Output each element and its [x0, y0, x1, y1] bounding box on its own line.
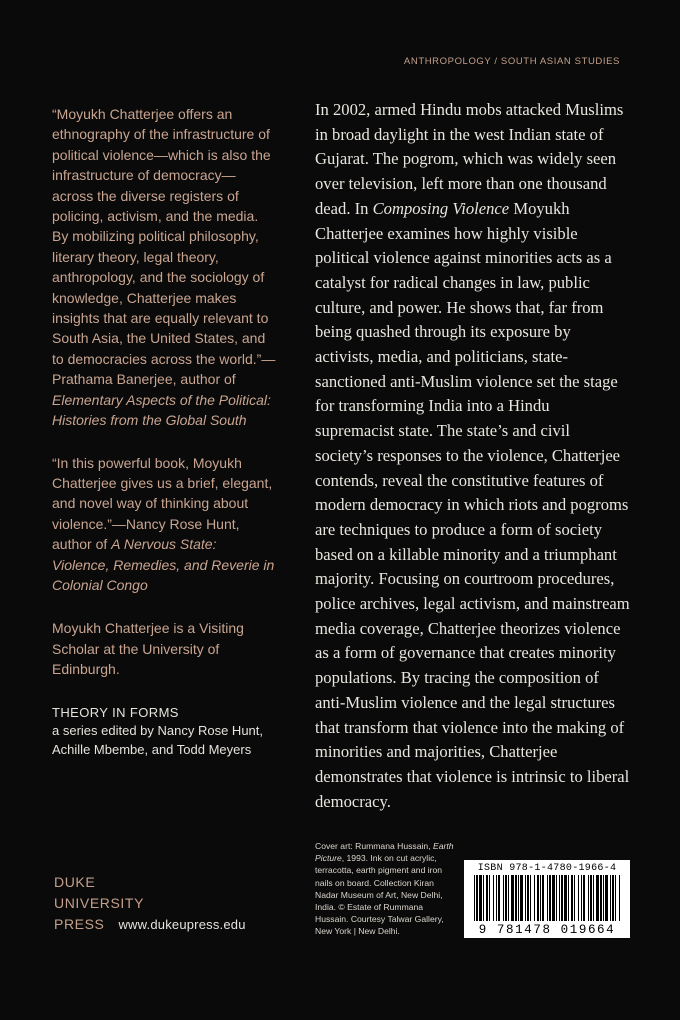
barcode-bar — [568, 875, 569, 921]
barcode-bar — [527, 875, 529, 921]
series-title: THEORY IN FORMS — [52, 704, 179, 720]
barcode-bar — [483, 875, 484, 921]
barcode-bar — [474, 875, 475, 921]
endorsement-2-book: A Nervous State: Violence, Remedies, and Reverie in Colonial Congo — [52, 536, 275, 593]
barcode-bar — [489, 875, 490, 921]
barcode-bar — [596, 875, 599, 921]
barcode-bar — [540, 875, 541, 921]
publisher-logo — [54, 872, 246, 935]
barcode-bar — [612, 875, 614, 921]
credit-details: , 1993. Ink on cut acrylic, terracotta, earth pigment and iron nails on board. Collection Kiran Nadar Museum of Art, New Delhi, India. © Estate of Rummana Hussain. Courtesy Talwar Gallery, New York | New Delhi. — [315, 853, 444, 937]
book-description — [315, 98, 631, 814]
publisher-line-3: PRESS — [54, 916, 105, 932]
barcode-bar — [556, 875, 557, 921]
barcode-bar — [593, 875, 594, 921]
barcode-bar — [610, 875, 611, 921]
barcode-bars — [464, 875, 630, 923]
barcode-bar — [549, 875, 551, 921]
barcode-bar — [571, 875, 573, 921]
barcode-bar — [530, 875, 531, 921]
publisher-line-1: DUKE — [54, 874, 96, 890]
barcode-bar — [578, 875, 579, 921]
barcode-bar — [583, 875, 585, 921]
barcode-bar — [518, 875, 519, 921]
endorsement-1-attribution: —Prathama Banerjee, author of — [52, 350, 276, 388]
barcode-bar — [561, 875, 563, 921]
subject-category: ANTHROPOLOGY / SOUTH ASIAN STUDIES — [403, 56, 620, 67]
barcode-bar — [511, 875, 514, 921]
barcode-bar — [552, 875, 555, 921]
barcode-bar — [493, 875, 494, 921]
endorsement-1 — [52, 104, 276, 431]
barcode-bar — [503, 875, 504, 921]
description-part-2: Moyukh Chatterjee examines how highly visible political violence against minorities acts as a catalyst for radical changes in law, public culture, and power. He shows that, far from being quashed through its exposure by activists, media, and politicians, state-sanctioned anti-Muslim violence set the stage for transforming India into a Hindu supremacist state. The state’s and civil society’s responses to the violence, Chatterjee contends, reveal the constitutive features of modern democracy in which riots and pogroms are techniques to produce a form of society based on a killable minority and a triumphant majority. Focusing on courtroom procedures, police archives, legal activism, and mainstream media coverage, Chatterjee theorizes violence as a form of governance that creates minority populations. By tracing the composition of anti-Muslim violence and the legal structures that transform that violence into the making of minorities and majorities, Chatterjee demonstrates that violence is intrinsic to liberal democracy. — [315, 198, 630, 811]
barcode-bar — [479, 875, 482, 921]
barcode-bar — [603, 875, 604, 921]
book-title: Composing Violence — [372, 198, 510, 218]
publisher-url: www.dukeupress.edu — [118, 917, 246, 932]
barcode-bar — [498, 875, 500, 921]
barcode-bar — [534, 875, 535, 921]
series-editors-line-2: Achille Mbembe, and Todd Meyers — [52, 741, 252, 757]
barcode-bar — [496, 875, 497, 921]
barcode-bar — [619, 875, 620, 921]
barcode-bar — [537, 875, 539, 921]
barcode-bar — [508, 875, 509, 921]
barcode-bar — [542, 875, 544, 921]
endorsement-2-quote: “In this powerful book, Moyukh Chatterjee gives us a brief, elegant, and novel way of thinking about violence.” — [52, 454, 273, 532]
barcode-digits: 9 781478 019664 — [478, 923, 616, 937]
author-bio: Moyukh Chatterjee is a Visiting Scholar at the University of Edinburgh. — [52, 620, 244, 678]
series-editors-line-1: a series edited by Nancy Rose Hunt, — [52, 723, 263, 739]
series-info — [52, 704, 276, 760]
barcode-bar — [588, 875, 589, 921]
isbn-barcode — [464, 860, 630, 938]
endorsement-1-book: Elementary Aspects of the Political: Histories from the Global South — [52, 391, 271, 429]
barcode-bar — [564, 875, 567, 921]
barcode-bar — [486, 875, 488, 921]
barcode-bar — [605, 875, 608, 921]
credit-lead: Cover art: Rummana Hussain, — [315, 841, 433, 851]
barcode-bar — [476, 875, 478, 921]
endorsements-column — [52, 104, 276, 759]
description-part-1: In 2002, armed Hindu mobs attacked Muslims in broad daylight in the west Indian state of Gujarat. The pogrom, which was widely seen over television, left more than one thousand dead. In — [315, 100, 624, 218]
endorsement-2-attribution: —Nancy Rose Hunt, author of — [52, 515, 240, 553]
barcode-bar — [600, 875, 602, 921]
isbn-text: ISBN 978-1-4780-1966-4 — [477, 863, 617, 874]
cover-art-credit — [315, 840, 457, 938]
barcode-bar — [520, 875, 523, 921]
barcode-bar — [615, 875, 616, 921]
barcode-bar — [590, 875, 592, 921]
endorsement-2 — [52, 453, 276, 596]
endorsement-1-quote: “Moyukh Chatterjee offers an ethnography of the infrastructure of political violence—which is also the infrastructure of democracy—across the diverse registers of policing, activism, and the media. By mobilizing political philosophy, literary theory, legal theory, anthropology, and the sociology of knowledge, Chatterjee makes insights that are equally relevant to South Asia, the United States, and to democracies across the world.” — [52, 106, 271, 367]
barcode-bar — [505, 875, 507, 921]
publisher-line-2: UNIVERSITY — [54, 895, 145, 911]
credit-work-title: Earth Picture — [315, 841, 454, 864]
barcode-bar — [515, 875, 517, 921]
barcode-bar — [559, 875, 560, 921]
barcode-bar — [574, 875, 575, 921]
barcode-bar — [525, 875, 526, 921]
barcode-bar — [581, 875, 582, 921]
barcode-bar — [547, 875, 548, 921]
